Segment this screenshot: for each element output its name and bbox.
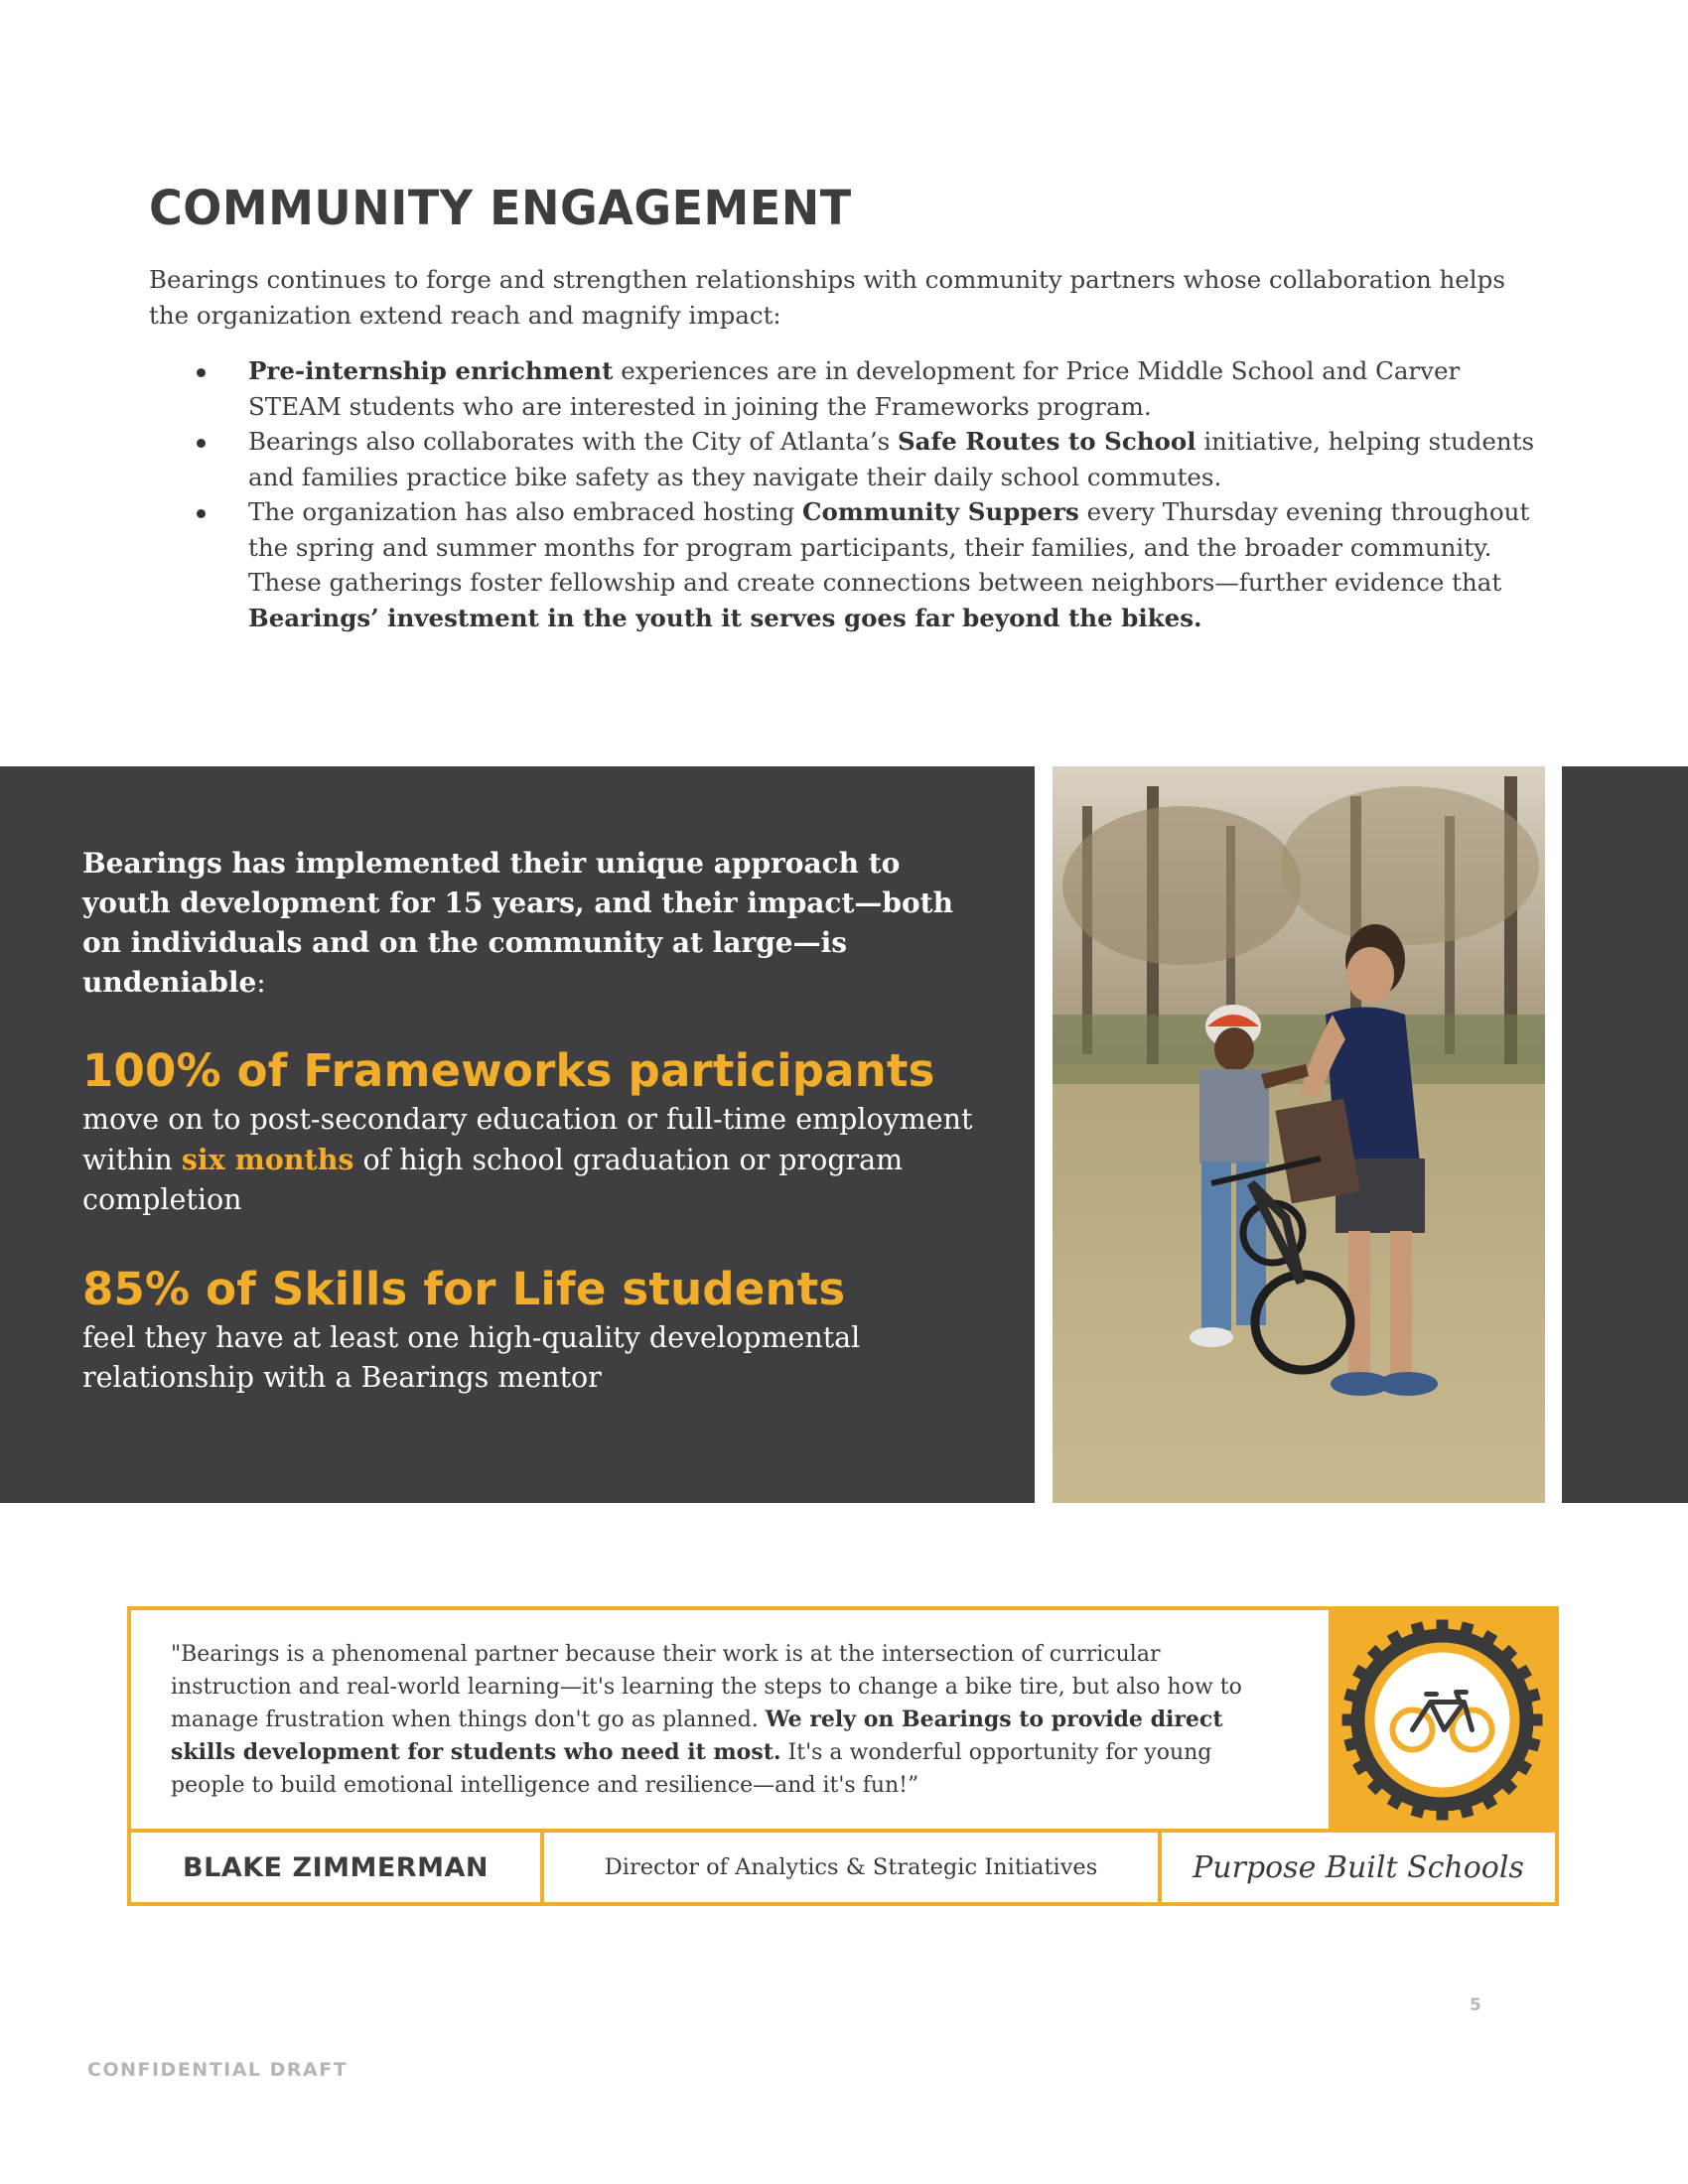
attribution-name: BLAKE ZIMMERMAN [183, 1851, 489, 1883]
attribution-organization: Purpose Built Schools [1193, 1849, 1524, 1885]
intro-paragraph: Bearings continues to forge and strengthen relationships with community partners whose collaboration helps the organization extend reach and magnify impact: [149, 265, 1505, 330]
gear-bike-icon [1329, 1609, 1556, 1831]
stat-desc-text: of high school graduation or program completion [82, 1144, 904, 1216]
bullet-bold: Safe Routes to School [897, 427, 1196, 456]
bullet-bold: Community Suppers [802, 497, 1079, 526]
photo-youth-bike-fistbump [1053, 766, 1545, 1503]
quote-text: "Bearings is a phenomenal partner because their work is at the intersection of curricular instruction and real-world learning—it's learning the steps to change a bike tire, but also how to manage frustration when things don't go as planned. [171, 1642, 1242, 1732]
stat-frameworks-desc [82, 1100, 976, 1220]
stat-skills-desc: feel they have at least one high-quality developmental relationship with a Bearings mentor [82, 1321, 861, 1394]
photo-illustration [1053, 766, 1545, 1503]
testimonial-quote [171, 1638, 1283, 1802]
bullet-item-enrichment [189, 353, 1539, 424]
bullet-dot [197, 509, 206, 518]
stat-frameworks-title: 100% of Frameworks participants [82, 1044, 935, 1097]
bullet-item-community-suppers [189, 494, 1539, 635]
bullet-bold: Pre-internship enrichment [248, 356, 614, 385]
page-number: 5 [1470, 1995, 1481, 2015]
stat-desc-text: move on to post-secondary education or full-time employment within [82, 1103, 973, 1176]
bullet-text: experiences are in development for Price Middle School and Carver STEAM students who are interested in joining the Frameworks program. [248, 356, 1461, 421]
stat-skills-title: 85% of Skills for Life students [82, 1263, 846, 1315]
bullet-text: Bearings also collaborates with the City of Atlanta’s [248, 427, 898, 456]
impact-panel-edge [1562, 766, 1688, 1503]
quote-text: It's a wonderful opportunity for young people to build emotional intelligence and resilience—and it's fun!” [171, 1740, 1212, 1798]
impact-lead [82, 844, 976, 1003]
bullet-text: every Thursday evening throughout the spring and summer months for program participants, their families, and the broader community. These gatherings foster fellowship and create connections between neighbors—further evidence that [248, 497, 1530, 597]
bullet-dot [197, 368, 206, 377]
impact-lead-text: Bearings has implemented their unique approach to youth development for 15 years, and their impact—both on individuals and on the community at large—is undeniable [82, 847, 953, 999]
attribution-role: Director of Analytics & Strategic Initiatives [604, 1854, 1098, 1880]
impact-lead-colon: : [256, 966, 266, 999]
bullet-text: The organization has also embraced hosting [248, 497, 803, 526]
bullet-bold: Bearings’ investment in the youth it serves goes far beyond the bikes. [248, 603, 1202, 632]
quote-bold: We rely on Bearings to provide direct skills development for students who need it most. [171, 1706, 1223, 1765]
stat-highlight: six months [181, 1143, 354, 1176]
bullet-item-safe-routes [189, 424, 1539, 494]
bullet-text: initiative, helping students and families practice bike safety as they navigate their daily school commutes. [248, 427, 1535, 491]
section-heading: COMMUNITY ENGAGEMENT [149, 179, 852, 236]
gear-bike-graphic [1329, 1609, 1556, 1831]
bullet-dot [197, 439, 206, 448]
partner-bullet-list [189, 353, 1539, 635]
confidential-label: CONFIDENTIAL DRAFT [87, 2059, 349, 2081]
